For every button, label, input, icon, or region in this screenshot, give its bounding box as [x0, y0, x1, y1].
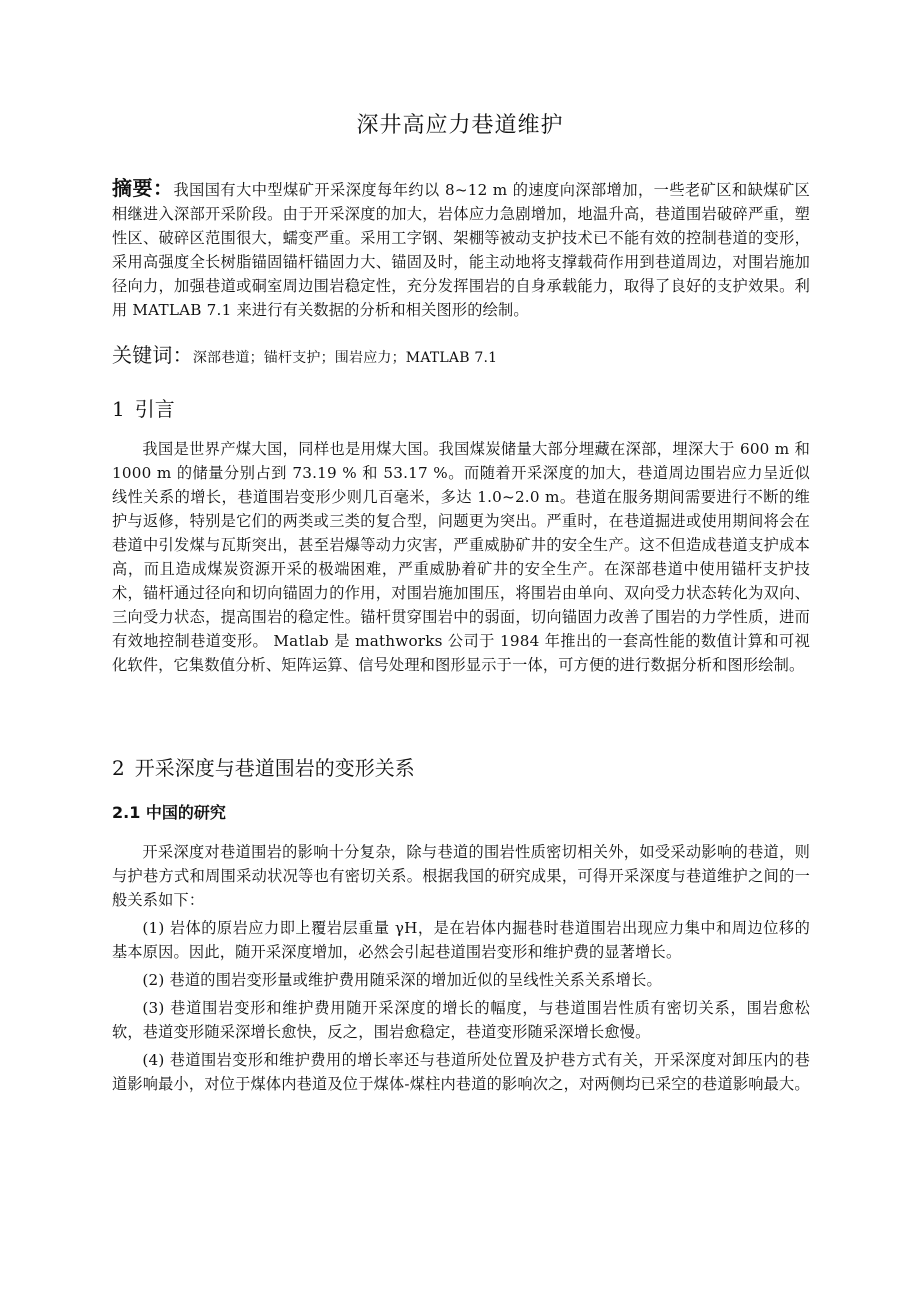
- abstract-text: 我国国有大中型煤矿开采深度每年约以 8~12 m 的速度向深部增加，一些老矿区和缺煤矿区相继进入深部开采阶段。由于开采深度的加大，岩体应力急剧增加，地温升高，巷道围岩破碎严重，塑性区、破碎区范围很大，蠕变严重。采用工字钢、架棚等被动支护技术已不能有效的控制巷道的变形，采用高强度全长树脂锚固锚杆锚固力大、锚固及时，能主动地将支撑载荷作用到巷道周边，对围岩施加径向力，加强巷道或硐室周边围岩稳定性，充分发挥围岩的自身承载能力，取得了良好的支护效果。利用 MATLAB 7.1 来进行有关数据的分析和相关图形的绘制。: [112, 181, 810, 319]
- section-2-intro: 开采深度对巷道围岩的影响十分复杂，除与巷道的围岩性质密切相关外，如受采动影响的巷道，则与护巷方式和周围采动状况等也有密切关系。根据我国的研究成果，可得开采深度与巷道维护之间的一般关系如下：: [112, 843, 810, 909]
- section-1-title: 引言: [134, 397, 175, 421]
- section-1-number: 1: [112, 397, 125, 421]
- section-1-paragraph: 我国是世界产煤大国，同样也是用煤大国。我国煤炭储量大部分埋藏在深部，埋深大于 600 m 和 1000 m 的储量分别占到 73.19 % 和 53.17 %。而随着开采深度的加大，巷道周边围岩应力呈近似线性关系的增长，巷道围岩变形少则几百毫米，多达 1.0~2.0 m。巷道在服务期间需要进行不断的维护与返修，特别是它们的两类或三类的复合型，问题更为突出。严重时，在巷道掘进或使用期间将会在巷道中引发煤与瓦斯突出，甚至岩爆等动力灾害，严重威胁矿井的安全生产。这不但造成巷道支护成本高，而且造成煤炭资源开采的极端困难，严重威胁着矿井的安全生产。在深部巷道中使用锚杆支护技术，锚杆通过径向和切向锚固力的作用，对围岩施加围压，将围岩由单向、双向受力状态转化为双向、三向受力状态，提高围岩的稳定性。锚杆贯穿围岩中的弱面，切向锚固力改善了围岩的力学性质，进而有效地控制巷道变形。 Matlab 是 mathworks 公司于 1984 年推出的一套高性能的数值计算和可视化软件，它集数值分析、矩阵运算、信号处理和图形显示于一体，可方便的进行数据分析和图形绘制。: [112, 440, 810, 674]
- keywords-label: 关键词：: [112, 343, 193, 367]
- page-title: 深井高应力巷道维护: [356, 113, 564, 138]
- subsection-2-1-heading: [112, 800, 226, 823]
- subsection-2-1-title: 中国的研究: [145, 803, 226, 822]
- section-2-body: [112, 840, 810, 1096]
- section-1-heading: [112, 393, 175, 422]
- list-item: (3) 巷道围岩变形和维护费用随开采深度的增长的幅度，与巷道围岩性质有密切关系，围岩愈松软，巷道变形随采深增长愈快，反之，围岩愈稳定，巷道变形随采深增长愈慢。: [112, 999, 810, 1041]
- list-item: (2) 巷道的围岩变形量或维护费用随采深的增加近似的呈线性关系关系增长。: [142, 971, 662, 989]
- list-item: (4) 巷道围岩变形和维护费用的增长率还与巷道所处位置及护巷方式有关，开采深度对卸压内的巷道影响最小，对位于煤体内巷道及位于煤体-煤柱内巷道的影响次之，对两侧均已采空的巷道影响最大。: [112, 1051, 810, 1093]
- list-item: (1) 岩体的原岩应力即上覆岩层重量 γH，是在岩体内掘巷时巷道围岩出现应力集中和周边位移的基本原因。因此，随开采深度增加，必然会引起巷道围岩变形和维护费的显著增长。: [112, 919, 810, 961]
- section-2-heading: [112, 752, 415, 781]
- subsection-2-1-number: 2.1: [112, 803, 141, 822]
- section-2-title: 开采深度与巷道围岩的变形关系: [134, 756, 415, 780]
- keywords-text: 深部巷道；锚杆支护；围岩应力；MATLAB 7.1: [192, 350, 498, 366]
- abstract-label: 摘要：: [112, 176, 174, 200]
- keywords: [112, 343, 810, 370]
- abstract: [112, 176, 810, 322]
- section-2-number: 2: [112, 756, 125, 780]
